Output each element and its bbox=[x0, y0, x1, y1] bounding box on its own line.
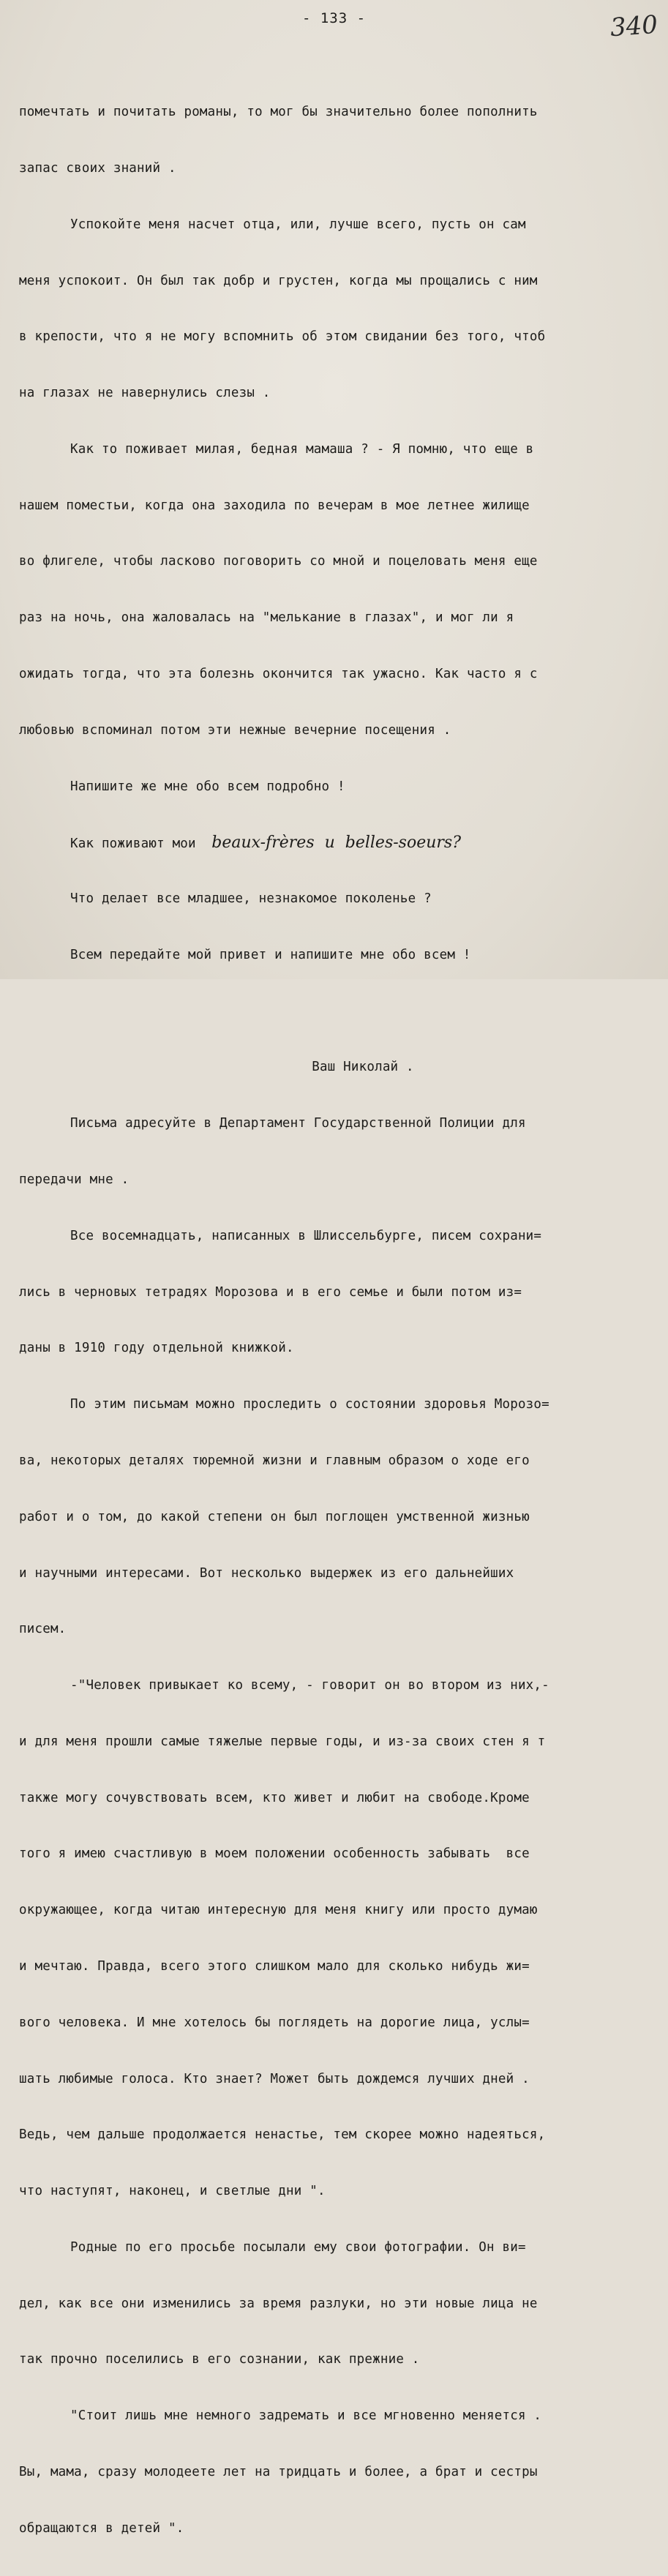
text-line: Как то поживает милая, бедная мамаша ? - Я помню, что еще в bbox=[70, 441, 534, 457]
text-line: Успокойте меня насчет отца, или, лучше всего, пусть он сам bbox=[70, 217, 526, 232]
text-line: помечтать и почитать романы, то мог бы значительно более пополнить bbox=[19, 105, 538, 120]
text-line: того я имею счастливую в моем положении особенность забывать все bbox=[19, 1846, 530, 1862]
text-line: "Стоит лишь мне немного задремать и все мгновенно меняется . bbox=[70, 2408, 542, 2424]
page-number: - 133 - bbox=[301, 10, 367, 26]
text-line-with-insert bbox=[19, 834, 663, 853]
text-line: лись в черновых тетрадях Морозова и в его семье и были потом из= bbox=[19, 1284, 522, 1300]
text-line: на глазах не навернулись слезы . bbox=[19, 386, 271, 401]
text-line: обращаются в детей ". bbox=[19, 2520, 184, 2536]
text-line: в крепости, что я не могу вспомнить об этом свидании без того, чтоб bbox=[19, 329, 546, 345]
text-line: ва, некоторых деталях тюремной жизни и главным образом о ходе его bbox=[19, 1453, 530, 1468]
text-line: ожидать тогда, что эта болезнь окончится так ужасно. Как часто я с bbox=[19, 667, 538, 681]
text-line: так прочно поселились в его сознании, как прежние . bbox=[19, 2352, 420, 2367]
text-line: во флигеле, чтобы ласково поговорить со мной и поцеловать меня еще bbox=[19, 554, 538, 569]
text-line: писем. bbox=[19, 1622, 67, 1637]
text-line: и для меня прошли самые тяжелые первые годы, и из-за своих стен я т bbox=[19, 1734, 546, 1749]
text-line: дел, как все они изменились за время разлуки, но эти новые лица не bbox=[19, 2296, 538, 2311]
blank-line bbox=[19, 1003, 663, 1022]
text-line: и научными интересами. Вот несколько выдержек из его дальнейших bbox=[19, 1565, 514, 1581]
text-line: окружающее, когда читаю интересную для меня книгу или просто думаю bbox=[19, 1903, 538, 1918]
signature: Ваш Николай . bbox=[312, 1060, 414, 1075]
text-line: работ и о том, до какой степени он был поглощен умственной жизнью bbox=[19, 1509, 530, 1524]
text-line: Напишите же мне обо всем подробно ! bbox=[70, 779, 345, 794]
text-line: шать любимые голоса. Кто знает? Может быть дождемся лучших дней . bbox=[19, 2071, 530, 2086]
text-line: что наступят, наконец, и светлые дни ". bbox=[19, 2184, 326, 2199]
text-line: и мечтаю. Правда, всего этого слишком мало для сколько нибудь жи= bbox=[19, 1958, 530, 1974]
body-text bbox=[19, 66, 663, 2576]
text-line: Что делает все младшее, незнакомое поколенье ? bbox=[70, 891, 432, 907]
text-line: также могу сочувствовать всем, кто живет и любит на свободе.Кроме bbox=[19, 1790, 530, 1805]
handwritten-insert: beaux-frères и belles-soeurs? bbox=[211, 834, 461, 853]
text-line: Письма адресуйте в Департамент Государственной Полиции для bbox=[70, 1116, 526, 1131]
text-line: Родные по его просьбе посылали ему свои фотографии. Он ви= bbox=[70, 2239, 526, 2255]
text-line: По этим письмам можно проследить о состоянии здоровья Морозо= bbox=[70, 1397, 549, 1412]
text-line: Ведь, чем дальше продолжается ненастье, тем скорее можно надеяться, bbox=[19, 2127, 546, 2143]
text-line: раз на ночь, она жаловалась на "мелькание в глазах", и мог ли я bbox=[19, 610, 514, 626]
text-line: передачи мне . bbox=[19, 1172, 130, 1188]
text-line: вого человека. И мне хотелось бы поглядеть на дорогие лица, услы= bbox=[19, 2015, 530, 2030]
text-line: -"Человек привыкает ко всему, - говорит он во втором из них,- bbox=[70, 1678, 549, 1693]
text-line: даны в 1910 году отдельной книжкой. bbox=[19, 1341, 294, 1356]
text-fragment: Как поживают мои bbox=[70, 836, 196, 852]
text-line: любовью вспоминал потом эти нежные вечерние посещения . bbox=[19, 722, 451, 738]
archive-number: 340 bbox=[609, 10, 659, 43]
text-line: запас своих знаний . bbox=[19, 160, 176, 176]
text-line: нашем поместьи, когда она заходила по вечерам в мое летнее жилище bbox=[19, 498, 530, 513]
text-line: Всем передайте мой привет и напишите мне обо всем ! bbox=[70, 947, 471, 962]
text-line: Все восемнадцать, написанных в Шлиссельбурге, писем сохрани= bbox=[70, 1228, 542, 1243]
text-line: Вы, мама, сразу молодеете лет на тридцать и более, а брат и сестры bbox=[19, 2465, 538, 2479]
text-line: меня успокоит. Он был так добр и грустен, когда мы прощались с ним bbox=[19, 273, 538, 288]
